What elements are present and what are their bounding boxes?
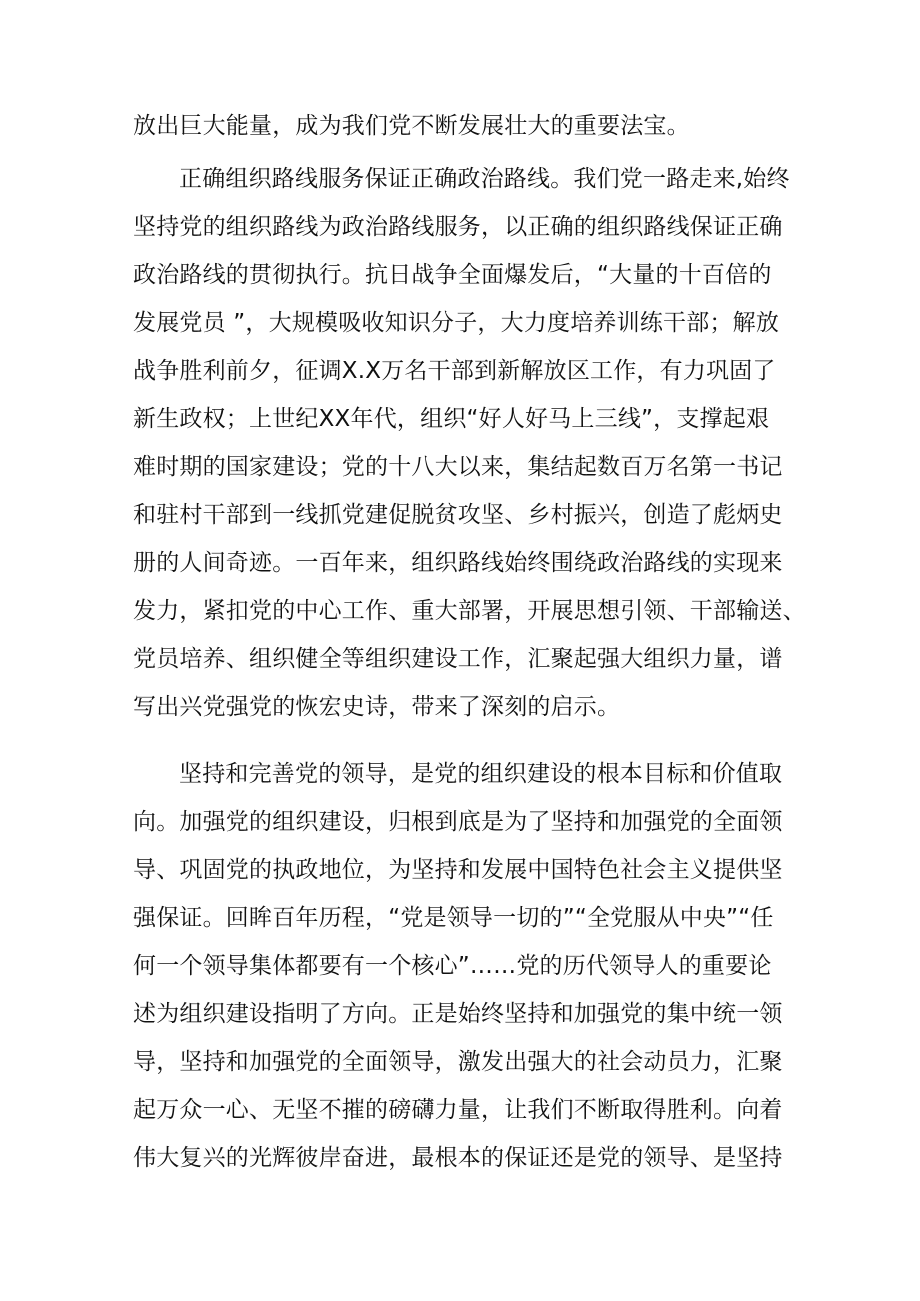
text-line: 起万众一心、无坚不摧的磅礴力量，让我们不断取得胜利。向着 xyxy=(133,1097,783,1123)
text-line: 政治路线的贯彻执行。抗日战争全面爆发后，“大量的十百倍的 xyxy=(133,262,772,288)
text-line: 和驻村干部到一线抓党建促脱贫攻坚、乡村振兴，创造了彪炳史 xyxy=(133,502,783,528)
text-line: 正确组织路线服务保证正确政治路线。我们党一路走来,始终 xyxy=(179,166,790,192)
text-line: 难时期的国家建设；党的十八大以来，集结起数百万名第一书记 xyxy=(133,454,783,480)
text-line: 导，坚持和加强党的全面领导，激发出强大的社会动员力，汇聚 xyxy=(133,1049,783,1075)
text-line: 发展党员 ”，大规模吸收知识分子，大力度培养训练干部；解放 xyxy=(133,310,780,336)
text-line: 述为组织建设指明了方向。正是始终坚持和加强党的集中统一领 xyxy=(133,1001,783,1027)
text-line: 册的人间奇迹。一百年来，组织路线始终围绕政治路线的实现来 xyxy=(133,550,783,576)
text-line: 放出巨大能量，成为我们党不断发展壮大的重要法宝。 xyxy=(133,113,690,139)
text-line: 坚持党的组织路线为政治路线服务，以正确的组织路线保证正确 xyxy=(133,214,783,240)
text-line: 伟大复兴的光辉彼岸奋进，最根本的保证还是党的领导、是坚持 xyxy=(133,1145,783,1171)
text-line: 坚持和完善党的领导，是党的组织建设的根本目标和价值取 xyxy=(179,761,783,787)
text-line: 战争胜利前夕，征调X.X万名干部到新解放区工作，有力巩固了 xyxy=(133,358,776,384)
text-line: 发力，紧扣党的中心工作、重大部署，开展思想引领、干部输送、 xyxy=(133,598,806,624)
text-line: 强保证。回眸百年历程，“党是领导一切的”“全党服从中央”“任 xyxy=(133,905,774,931)
paragraph-3 xyxy=(133,750,793,1182)
paragraph-1 xyxy=(133,102,793,150)
text-line: 导、巩固党的执政地位，为坚持和发展中国特色社会主义提供坚 xyxy=(133,857,783,883)
text-line: 向。加强党的组织建设，归根到底是为了坚持和加强党的全面领 xyxy=(133,809,783,835)
paragraph-2 xyxy=(133,155,806,731)
text-line: 党员培养、组织健全等组织建设工作，汇聚起强大组织力量，谱 xyxy=(133,646,783,672)
text-line: 写出兴党强党的恢宏史诗，带来了深刻的启示。 xyxy=(133,694,621,720)
text-line: 何一个领导集体都要有一个核心”……党的历代领导人的重要论 xyxy=(133,953,772,979)
text-line: 新生政权；上世纪XX年代，组织“好人好马上三线”，支撑起艰 xyxy=(133,406,770,432)
